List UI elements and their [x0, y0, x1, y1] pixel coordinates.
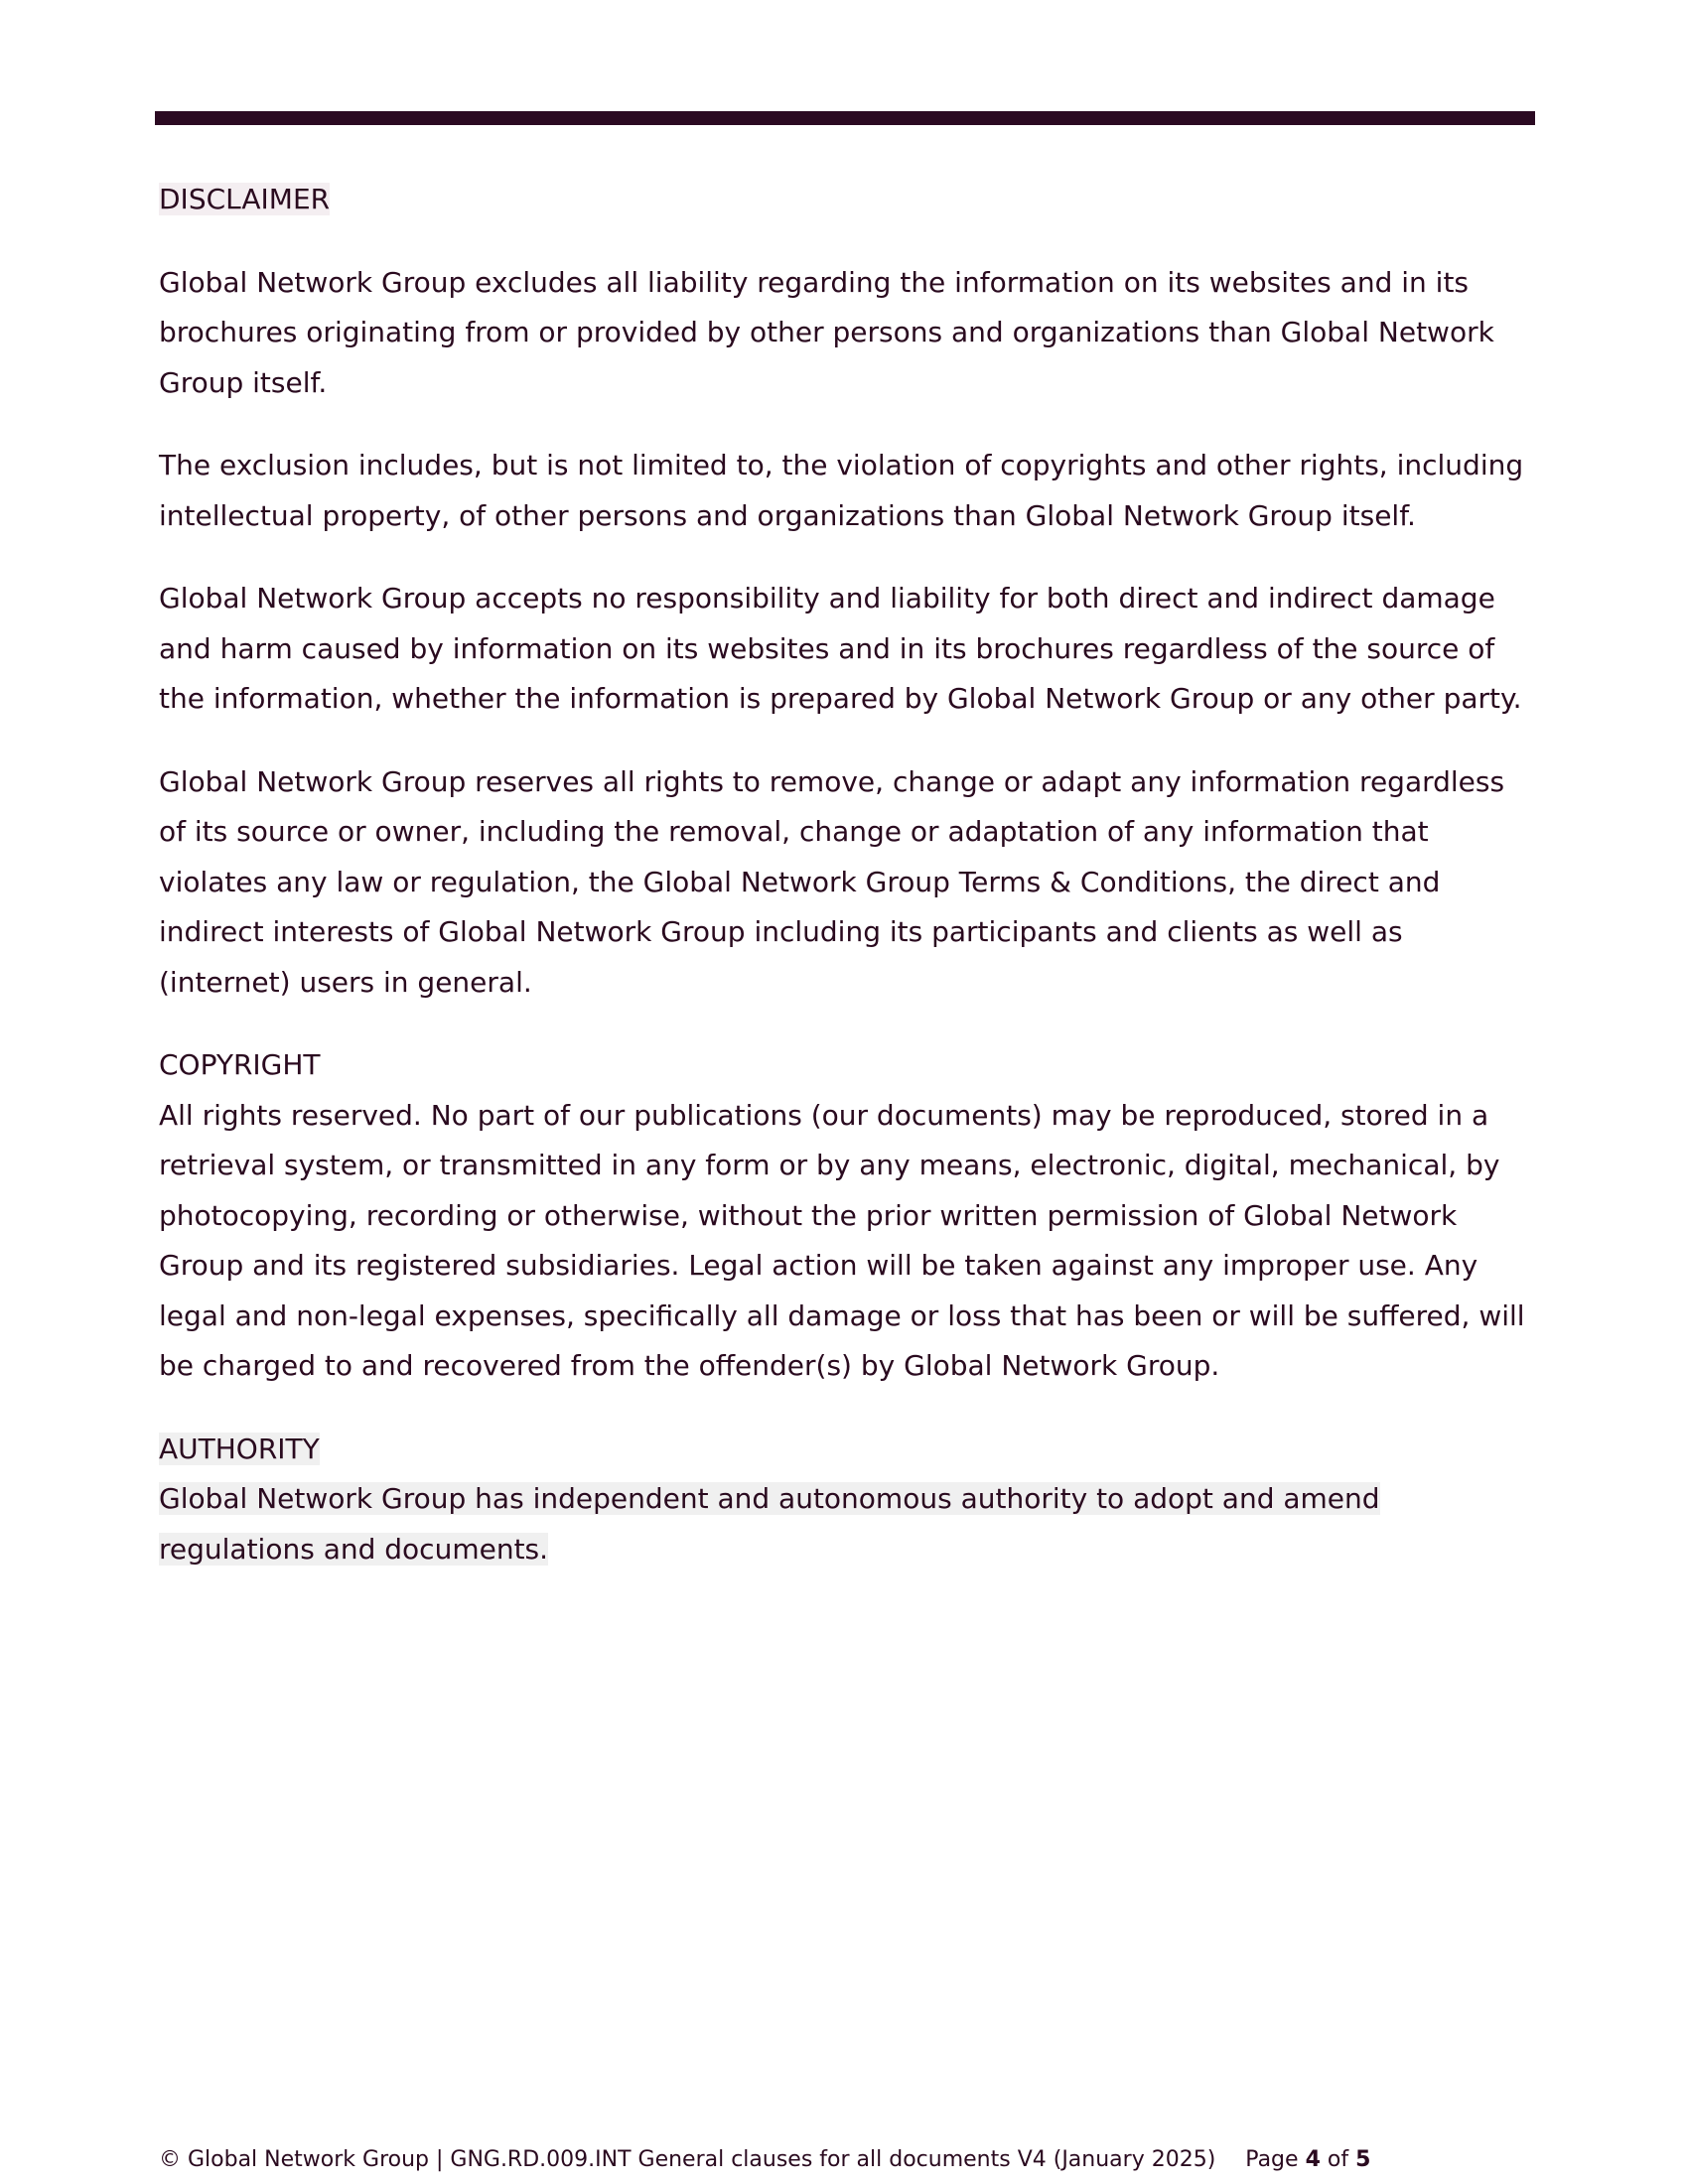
disclaimer-paragraph-2: The exclusion includes, but is not limited to, the violation of copyrights and other rights, including intellectual property, of other persons and organizations than Global Network Group itself. — [159, 449, 1524, 532]
header-rule — [155, 111, 1535, 125]
page-current: 4 — [1305, 2147, 1321, 2172]
authority-heading: AUTHORITY — [159, 1432, 320, 1465]
spacer — [159, 1008, 1539, 1040]
page-footer — [159, 2147, 1539, 2173]
disclaimer-paragraph-4: Global Network Group reserves all rights to remove, change or adapt any information regardless of its source or owner, including the removal, change or adaptation of any information that violates any law or regulation, the Global Network Group Terms & Conditions, the direct and indirect interests of Global Network Group including its participants and clients as well as (internet) users in general. — [159, 764, 1505, 999]
disclaimer-heading: DISCLAIMER — [159, 183, 331, 215]
spacer — [159, 225, 1539, 258]
spacer — [159, 725, 1539, 757]
spacer — [159, 1392, 1539, 1425]
spacer — [159, 408, 1539, 441]
page-total: 5 — [1355, 2147, 1371, 2172]
disclaimer-paragraph-3: Global Network Group accepts no responsibility and liability for both direct and indirect damage and harm caused by information on its websites and in its brochures regardless of the source of the information, whether the information is prepared by Global Network Group or any other party. — [159, 582, 1522, 715]
copyright-paragraph: All rights reserved. No part of our publications (our documents) may be reproduced, stored in a retrieval system, or transmitted in any form or by any means, electronic, digital, mechanical, by photocopying, recording or otherwise, without the prior written permission of Global Network Group and its registered subsidiaries. Legal action will be taken against any improper use. Any legal and non-legal expenses, specifically all damage or loss that has been or will be suffered, will be charged to and recovered from the offender(s) by Global Network Group. — [159, 1098, 1525, 1382]
footer-document-reference: © Global Network Group | GNG.RD.009.INT General clauses for all documents V4 (January 2025) — [159, 2147, 1216, 2172]
authority-paragraph: Global Network Group has independent and autonomous authority to adopt and amend regulations and documents. — [159, 1482, 1380, 1566]
document-body — [159, 175, 1539, 1574]
page-number: Page 4 of 5 — [1245, 2147, 1371, 2172]
disclaimer-paragraph-1: Global Network Group excludes all liability regarding the information on its websites and in its brochures originating from or provided by other persons and organizations than Global Network Group itself. — [159, 265, 1494, 399]
spacer — [159, 541, 1539, 574]
copyright-heading: COPYRIGHT — [159, 1048, 321, 1081]
